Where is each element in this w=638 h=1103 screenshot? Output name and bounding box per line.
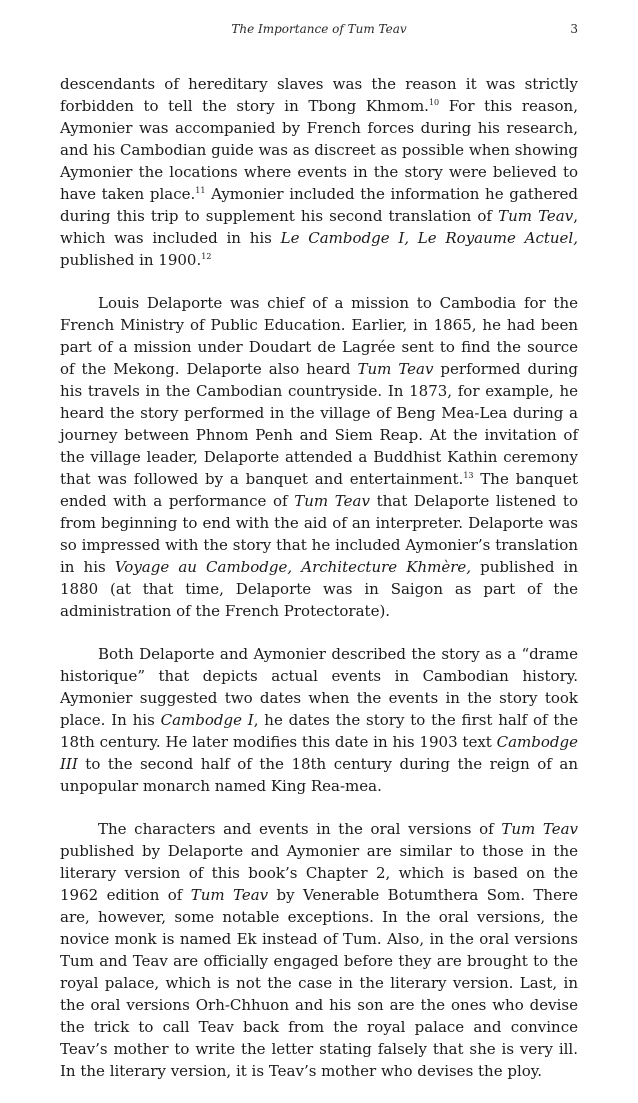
text-run: to the second half of the 18th century during the reign of an unpopular monarch named King Rea-mea. (60, 755, 578, 795)
text-run: For this reason, Aymonier was accompanied by French forces during his research, and his Cambodian guide was as discreet as possible when showing Aymonier the locations where events in the story were believed to have taken place. (60, 97, 578, 203)
body-text (60, 73, 578, 1103)
paragraph (60, 292, 578, 622)
text-run: , which was included in his (60, 207, 578, 247)
text-run: performed during his travels in the Cambodian countryside. In 1873, for example, he heard the story performed in the village of Beng Mea-Lea during a journey between Phnom Penh and Siem Reap. At the invitation of the village leader, Delaporte attended a Buddhist Kathin ceremony that was followed by a banquet and entertainment. (60, 360, 578, 488)
italic-title: Le Cambodge I, Le Royaume Actuel, (280, 229, 578, 247)
footnote-ref: 11 (195, 186, 206, 195)
italic-title: Voyage au Cambodge, Architecture Khmère, (114, 558, 472, 576)
running-title: The Importance of Tum Teav (231, 22, 407, 36)
footnote-ref: 13 (463, 471, 474, 480)
italic-title: Tum Teav (498, 207, 574, 225)
paragraph (60, 818, 578, 1082)
text-run: , he dates the story to the first half of the 18th century. He later modifies this date in his 1903 text (60, 711, 578, 751)
text-run: Both Delaporte and Aymonier described the story as a “drame historique” that depicts actual events in Cambodian history. Aymonier suggested two dates when the events in the story took place. In his (60, 645, 578, 729)
text-run: The banquet ended with a performance of (60, 470, 578, 510)
text-run: descendants of hereditary slaves was the reason it was strictly forbidden to tell the story in Tbong Khmom. (60, 75, 578, 115)
paragraph (60, 73, 578, 271)
page-number: 3 (570, 22, 578, 36)
italic-title: Tum Teav (501, 820, 578, 838)
text-run: published in 1900. (60, 251, 202, 269)
text-run: published by Delaporte and Aymonier are similar to those in the literary version of this book’s Chapter 2, which is based on the 1962 edition of (60, 842, 578, 904)
footnote-ref: 10 (428, 98, 440, 107)
text-run: The characters and events in the oral versions of (98, 820, 502, 838)
italic-title: Tum Teav (294, 492, 370, 510)
paragraph (60, 643, 578, 797)
text-run: that Delaporte listened to from beginning to end with the aid of an interpreter. Delaporte was so impressed with the story that he included Aymonier’s translation in his (60, 492, 578, 576)
italic-title: Tum Teav (357, 360, 434, 378)
text-run: Louis Delaporte was chief of a mission to Cambodia for the French Ministry of Public Education. Earlier, in 1865, he had been part of a mission under Doudart de Lagrée sent to find the source of the Mekong. Delaporte also heard (60, 294, 578, 378)
italic-title: Cambodge I (160, 711, 254, 729)
running-header (60, 22, 578, 40)
footnote-ref: 12 (201, 252, 212, 261)
italic-title: Cambodge III (60, 733, 578, 773)
text-run: by Venerable Botumthera Som. There are, however, some notable exceptions. In the oral versions, the novice monk is named Ek instead of Tum. Also, in the oral versions Tum and Teav are officially engaged before they are brought to the royal palace, which is not the case in the literary version. Last, in the oral versions Orh-Chhuon and his son are the ones who devise the trick to call Teav back from the royal palace and convince Teav’s mother to write the letter stating falsely that she is very ill. In the literary version, it is Teav’s mother who devises the ploy. (60, 886, 578, 1080)
text-run: Aymonier included the information he gathered during this trip to supplement his second translation of (60, 185, 578, 225)
italic-title: Tum Teav (190, 886, 269, 904)
text-run: published in 1880 (at that time, Delaporte was in Saigon as part of the administration of the French Protectorate). (60, 558, 579, 620)
